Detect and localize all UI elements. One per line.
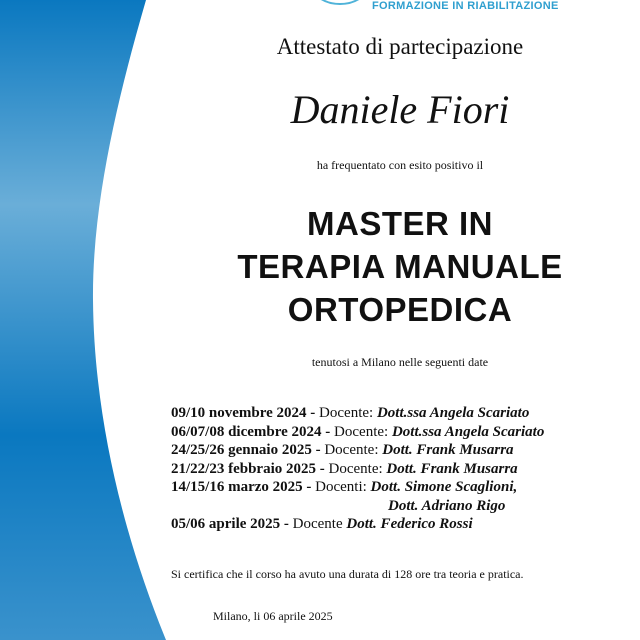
teacher-label: Docenti: <box>315 479 367 495</box>
course-title-line: TERAPIA MANUALE <box>237 248 563 285</box>
session-row-continued <box>171 497 544 516</box>
teacher-label: Docente: <box>334 423 389 440</box>
teacher-name: Dott. Simone Scaglioni, <box>370 479 518 495</box>
session-date: 14/15/16 marzo 2025 - <box>171 479 312 495</box>
teacher-label: Docente <box>292 516 343 532</box>
teacher-name: Dott.ssa Angela Scariato <box>376 405 530 421</box>
session-date: 05/06 aprile 2025 - <box>171 516 289 532</box>
teacher-name: Dott.ssa Angela Scariato <box>391 423 545 440</box>
certificate-heading: Attestato di partecipazione <box>276 34 524 59</box>
teacher-name: Dott. Federico Rossi <box>346 516 473 532</box>
logo-icon <box>310 0 370 10</box>
session-row <box>171 460 544 479</box>
teacher-name: Dott. Frank Musarra <box>382 442 514 458</box>
session-row <box>171 441 544 460</box>
session-list <box>171 404 544 534</box>
session-row <box>171 423 544 442</box>
course-title-line: ORTOPEDICA <box>287 291 513 328</box>
session-row <box>171 515 544 534</box>
teacher-label: Docente: <box>324 442 379 458</box>
teacher-label: Docente: <box>328 460 383 477</box>
session-date: 06/07/08 dicembre 2024 - <box>171 423 331 440</box>
intro-text: ha frequentato con esito positivo il <box>316 158 484 172</box>
course-title-line: MASTER IN <box>307 205 493 242</box>
teacher-name: Dott. Frank Musarra <box>386 460 518 477</box>
session-row <box>171 478 544 497</box>
session-date: 21/22/23 febbraio 2025 - <box>171 460 325 477</box>
place-date: Milano, li 06 aprile 2025 <box>213 609 333 623</box>
location-text: tenutosi a Milano nelle seguenti date <box>311 355 489 369</box>
certification-text: Si certifica che il corso ha avuto una durata di 128 ore tra teoria e pratica. <box>171 567 524 581</box>
teacher-label: Docente: <box>319 405 374 421</box>
recipient-name: Daniele Fiori <box>290 87 510 132</box>
session-date: 09/10 novembre 2024 - <box>171 405 316 421</box>
session-date: 24/25/26 gennaio 2025 - <box>171 442 321 458</box>
teacher-name: Dott. Adriano Rigo <box>388 497 506 514</box>
session-row <box>171 404 544 423</box>
course-title <box>160 202 640 331</box>
logo-text: FORMAZIONE IN RIABILITAZIONE <box>372 0 559 12</box>
